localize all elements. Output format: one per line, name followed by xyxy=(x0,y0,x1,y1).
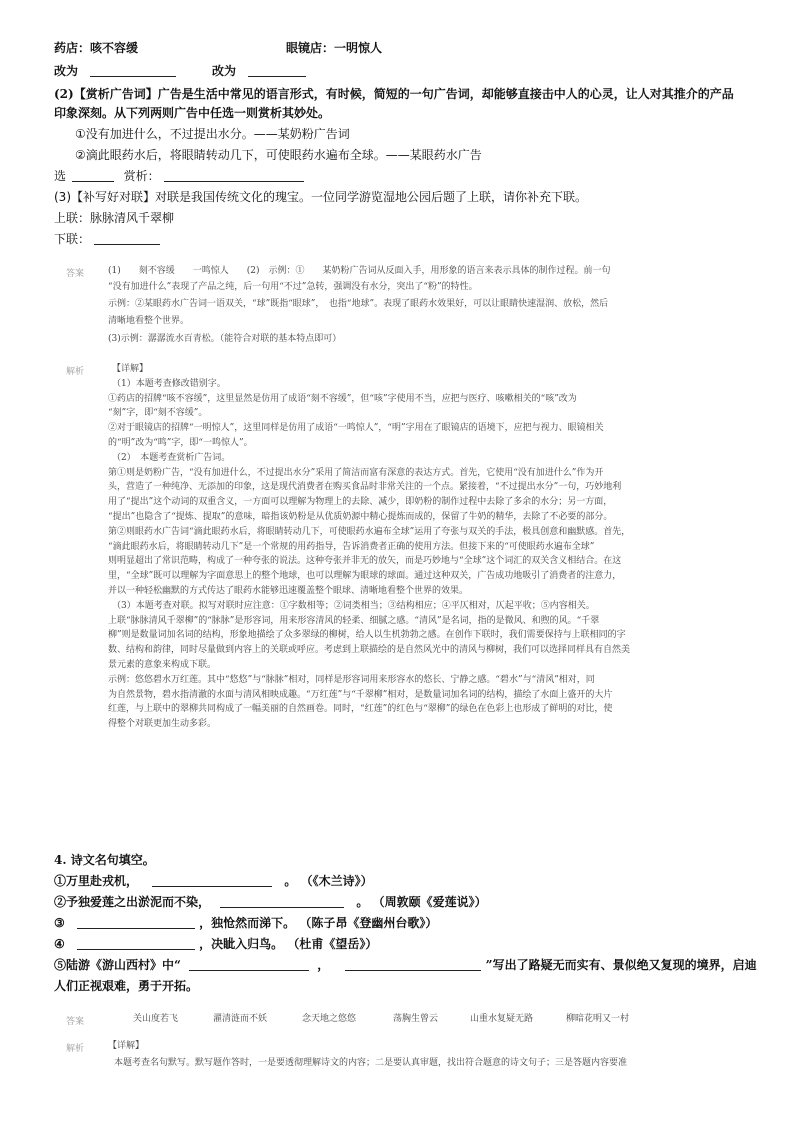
poem-item-source: （《木兰诗》） xyxy=(300,874,373,888)
poem-item-4 xyxy=(54,936,377,952)
analysis-line: 景元素的意象来构成下联。 xyxy=(108,659,217,670)
poem-answer: 荡胸生曾云 xyxy=(393,1014,439,1024)
change-row-1 xyxy=(54,63,176,79)
change-row-2 xyxy=(212,63,306,79)
poem-item-prefix: ③ xyxy=(54,916,65,930)
poem-answer: 关山度若飞 xyxy=(133,1014,179,1024)
poem-item-5 xyxy=(54,957,757,973)
analysis-line: 第②则眼药水广告词“滴此眼药水后，将眼睛转动几下，可使眼药水遍布全球”运用了夸张与双关的手法，极具创意和幽默感。首先， xyxy=(108,526,631,537)
question-4-title: 4. 诗文名句填空。 xyxy=(54,853,155,867)
analysis-line: 的“明”改为“鸣”字，即“一鸣惊人”。 xyxy=(108,437,253,448)
change-label: 改为 xyxy=(212,64,237,78)
poem-item-3 xyxy=(54,915,437,931)
analysis-line: （1）本题考查修改错别字。 xyxy=(112,378,226,389)
poem-item-mid: 。 xyxy=(284,874,297,888)
poem-item-mid: ，独怆然而涕下。 xyxy=(199,916,296,930)
upper-couplet: 上联：脉脉清风千翠柳 xyxy=(54,211,175,225)
question-3-title: (3)【补写好对联】对联是我国传统文化的瑰宝。一位同学游览湿地公园后题了上联，请你补充下联。 xyxy=(54,190,588,204)
answer-line: (1) 刻不容缓 一鸣惊人 (2) 示例：① 某奶粉广告词从反面入手，用形象的语言来表示具体的制作过程。前一句 xyxy=(108,266,611,276)
poem-item-source: （周敦颐《爱莲说》） xyxy=(372,895,487,909)
lower-couplet-row xyxy=(54,231,160,247)
answer-line: 示例：②某眼药水广告词一语双关，“球”既指“眼球”， 也指“地球”。表现了眼药水效果好，可以让眼睛快速湿润、放松，然后 xyxy=(108,299,609,309)
analysis-line: 并以一种轻松幽默的方式传达了眼药水能够迅速覆盖整个眼球、清晰地看整个世界的效果。 xyxy=(108,585,469,596)
lower-couplet-label: 下联： xyxy=(54,232,91,246)
poem-item-mid: ，决眦入归鸟。 xyxy=(199,937,284,951)
answer-blank-optical[interactable] xyxy=(248,64,306,77)
ad-eye-drops: ②滴此眼药水后，将眼睛转动几下，可使眼药水遍布全球。——某眼药水广告 xyxy=(75,148,482,162)
analysis-line: “滴此眼药水后，将眼睛转动几下”是一个常规的用药指导，告诉消费者正确的使用方法。但接下来的“可使眼药水遍布全球” xyxy=(108,541,595,552)
poem-blank-4[interactable] xyxy=(77,937,195,950)
pharmacy-sign-text: 药店：咳不容缓 xyxy=(54,41,139,55)
analysis-line: 得整个对联更加生动多彩。 xyxy=(108,719,217,730)
change-label: 改为 xyxy=(54,64,79,78)
choose-appreciate-row xyxy=(54,168,304,184)
analysis-tag: 解析 xyxy=(66,1044,85,1054)
answer-blank-pharmacy[interactable] xyxy=(90,64,176,77)
analysis-line: 【详解】 xyxy=(112,364,149,374)
analysis-line: 里，“全球”既可以理解为字面意思上的整个地球，也可以理解为眼球的球面。通过这种双关，广告成功地吸引了消费者的注意力， xyxy=(108,571,622,582)
analysis-line: “提出”也隐含了“提炼、提取”的意味，暗指该奶粉是从优质奶源中精心提炼而成的，保留了牛奶的精华，去除了不必要的部分。 xyxy=(108,511,613,522)
poem-item-mid: 。 xyxy=(356,895,369,909)
poem-item-suffix: ”写出了路疑无而实有、景似绝又复现的境界，启迪 xyxy=(485,958,757,972)
analysis-line: （3）本题考查对联。拟写对联时应注意：①字数相等；②词类相当；③结构相应；④平仄相对，仄起平收；⑤内容相关。 xyxy=(112,600,595,611)
poem-item-prefix: ①万里赴戎机， xyxy=(54,874,139,888)
analysis-line: 示例：悠悠碧水万红莲。其中“悠悠”与“脉脉”相对，同样是形容词用来形容水的悠长、宁静之感。“碧水”与“清风”相对，同 xyxy=(108,674,595,685)
poem-item-2 xyxy=(54,894,487,910)
analysis-line: （2） 本题考查赏析广告词。 xyxy=(112,452,231,463)
answer-line: 清晰地看整个世界。 xyxy=(108,316,190,326)
answer-line: (3)示例：潺潺流水百青松。（能符合对联的基本特点即可） xyxy=(108,334,342,344)
poem-item-mid: ， xyxy=(317,958,330,972)
poem-blank-5b[interactable] xyxy=(345,958,481,971)
analysis-line: 则明显超出了常识范畴，构成了一种夸张的说法。这种夸张并非无的放矢，而是巧妙地与“全球”这个词汇的双关含义相结合。在这 xyxy=(108,556,622,567)
answer-line: “没有加进什么”表现了产品之纯，后一句用“不过”急转，强调没有水分，突出了“粉”的特性。 xyxy=(108,282,478,292)
analysis-line: 红莲，与上联中的翠柳共同构成了一幅美丽的自然画卷。同时，“红莲”的红色与“翠柳”的绿色在色彩上也形成了鲜明的对比，使 xyxy=(108,704,613,715)
analysis-line: 头，营造了一种纯净、无添加的印象，这是现代消费者在购买食品时非常关注的一个点。紧接着，“不过提出水分”一句，巧妙地利 xyxy=(108,482,622,493)
poem-item-source: （陈子昂《登幽州台歌》） xyxy=(299,916,438,930)
poem-answer: 山重水复疑无路 xyxy=(470,1014,534,1024)
poem-item-prefix: ②予独爱莲之出淤泥而不染， xyxy=(54,895,211,909)
poem-blank-5a[interactable] xyxy=(189,958,309,971)
ad-milk-powder: ①没有加进什么，不过提出水分。——某奶粉广告词 xyxy=(75,127,350,141)
analysis-line: 为自然景物，碧水指清澈的水面与清风相映成趣。“万红莲”与“千翠柳”相对，是数量词加名词的结构，描绘了水面上盛开的大片 xyxy=(108,689,613,700)
analysis-line: 上联“脉脉清风千翠柳”的“脉脉”是形容词，用来形容清风的轻柔、细腻之感。“清风”是名词，指的是微风、和煦的风。“千翠 xyxy=(108,615,600,626)
analysis-line: 第①则是奶粉广告，“没有加进什么，不过提出水分”采用了简洁而富有深意的表达方式。首先，它使用“没有加进什么”作为开 xyxy=(108,467,604,478)
analysis-line: 数、结构和韵律，同时尽量做到内容上的关联或呼应。考虑到上联描绘的是自然风光中的清风与柳树，我们可以选择同样具有自然美 xyxy=(108,645,631,656)
analysis-tag: 解析 xyxy=(66,367,85,377)
analysis-line: 柳”则是数量词加名词的结构，形象地描绘了众多翠绿的柳树，给人以生机勃勃之感。在创作下联时，我们需要保持与上联相同的字 xyxy=(108,630,626,641)
choose-label: 选 xyxy=(54,169,67,183)
poem-item-prefix: ⑤陆游《游山西村》中“ xyxy=(54,958,181,972)
poem-blank-2[interactable] xyxy=(220,895,344,908)
analysis-line: 本题考查名句默写。默写题作答时，一是要透彻理解诗文的内容；二是要认真审题，找出符合题意的诗文句子；三是答题内容要准 xyxy=(114,1058,628,1068)
answer-tag: 答案 xyxy=(66,1017,85,1027)
poem-answer: 念天地之悠悠 xyxy=(302,1014,357,1024)
analysis-line: 【详解】 xyxy=(108,1041,145,1051)
question-2-title-line1: (2)【赏析广告词】广告是生活中常见的语言形式，有时候，简短的一句广告词，却能够直接击中人的心灵，让人对其推介的产品 xyxy=(54,87,734,101)
analysis-line: “刻”字，即“刻不容缓”。 xyxy=(108,408,208,419)
optical-shop-sign-text: 眼镜店：一明惊人 xyxy=(286,41,383,55)
poem-answer: 濯清涟而不妖 xyxy=(213,1014,268,1024)
analysis-line: ②对于眼镜店的招牌“一明惊人”，这里同样是仿用了成语“一鸣惊人”，“明”字用在了眼镜店的语境下，应把与视力、眼镜相关 xyxy=(108,423,604,434)
poem-item-prefix: ④ xyxy=(54,937,65,951)
poem-item-1 xyxy=(54,873,373,889)
poem-answer: 柳暗花明又一村 xyxy=(566,1014,630,1024)
poem-blank-3[interactable] xyxy=(77,916,195,929)
poem-blank-1[interactable] xyxy=(152,874,272,887)
poem-item-5-line2: 人们正视艰难，勇于开拓。 xyxy=(54,979,199,993)
question-2-title-line2: 印象深刻。从下列两则广告中任选一则赏析其妙处。 xyxy=(54,106,331,120)
answer-tag: 答案 xyxy=(66,269,85,279)
lower-couplet-blank[interactable] xyxy=(94,232,160,245)
analysis-line: 用了“提出”这个动词的双重含义，一方面可以理解为物理上的去除、减少，即奶粉的制作过程中去除了多余的水分；另一方面， xyxy=(108,497,613,508)
choose-blank[interactable] xyxy=(72,169,114,182)
analysis-lines xyxy=(108,362,630,732)
appreciate-label: 赏析： xyxy=(123,169,160,183)
appreciate-blank[interactable] xyxy=(164,169,304,182)
analysis-line: ①药店的招牌“咳不容缓”，这里显然是仿用了成语“刻不容缓”，但“咳”字使用不当，应把与医疗、咳嗽相关的“咳”改为 xyxy=(108,393,577,404)
poem-item-source: （杜甫《望岳》） xyxy=(287,937,378,951)
